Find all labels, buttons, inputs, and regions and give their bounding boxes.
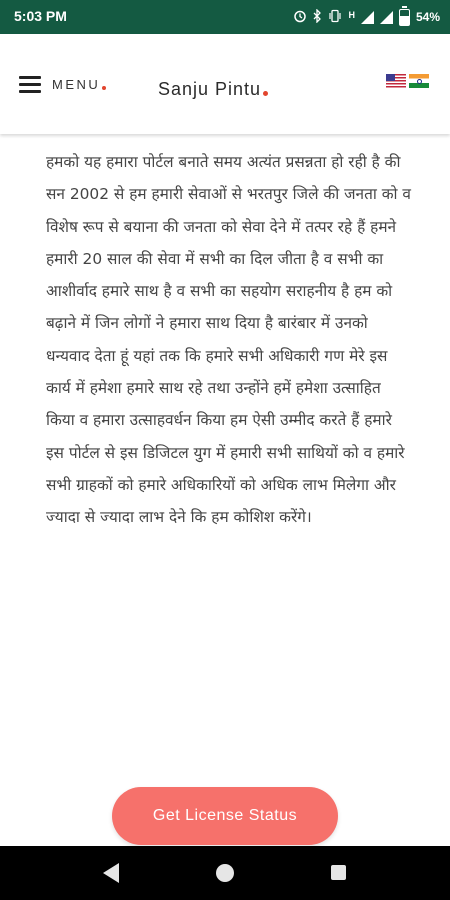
back-icon[interactable] (103, 863, 119, 883)
hamburger-icon (19, 76, 41, 93)
menu-label: MENU (52, 77, 106, 92)
accent-dot (263, 91, 268, 96)
menu-button[interactable] (19, 76, 106, 93)
about-paragraph: हमको यह हमारा पोर्टल बनाते समय अत्यंत प्रसन्नता हो रही है की सन 2002 से हम हमारी सेवाओं से भरतपुर जिले की जनता को व विशेष रूप से बयाना की जनता को सेवा देने में तत्पर रहे हैं हमने हमारी 20 साल की सेवा में सभी का दिल जीता है व सभी का आशीर्वाद हमारे साथ है व सभी का सहयोग सराहनीय है हम को बढ़ाने में जिन लोगों ने हमारा साथ दिया है बारंबार में उनको धन्यवाद देता हूं यहां तक कि हमारे सभी अधिकारी गण मेरे इस कार्य में हमेशा हमारे साथ रहे तथा उन्होंने हमें हमेशा उत्साहित किया व हमारा उत्साहवर्धन किया हम ऐसी उम्मीद करते हैं हमारे इस पोर्टल से इस डिजिटल युग में हमारी सभी साथियों को व हमारे सभी ग्राहकों को हमारे अधिकारियों को अधिक लाभ मिलेगा और ज्यादा से ज्यादा लाभ देने कि हम कोशिश करेंगे। (46, 153, 411, 527)
recents-icon[interactable] (331, 865, 346, 880)
network-badge: H (348, 10, 355, 20)
status-bar (0, 0, 450, 34)
signal-icon (380, 11, 393, 24)
bluetooth-icon (313, 9, 322, 26)
get-license-status-button[interactable]: Get License Status (112, 787, 338, 845)
mobile-data-icon (348, 10, 355, 24)
us-flag-icon[interactable] (386, 74, 406, 88)
alarm-icon (293, 9, 307, 26)
vibrate-icon (328, 9, 342, 26)
signal-icon (361, 11, 374, 24)
india-flag-icon[interactable] (409, 74, 429, 88)
battery-icon (399, 9, 410, 26)
home-icon[interactable] (216, 864, 234, 882)
brand-title: Sanju Pintu (158, 79, 268, 100)
status-time: 5:03 PM (14, 8, 67, 24)
accent-dot (102, 86, 106, 90)
battery-percent: 54% (415, 10, 440, 24)
system-nav-bar (0, 846, 450, 900)
language-switcher (386, 74, 429, 88)
status-icons (293, 7, 440, 27)
app-header (0, 34, 450, 134)
